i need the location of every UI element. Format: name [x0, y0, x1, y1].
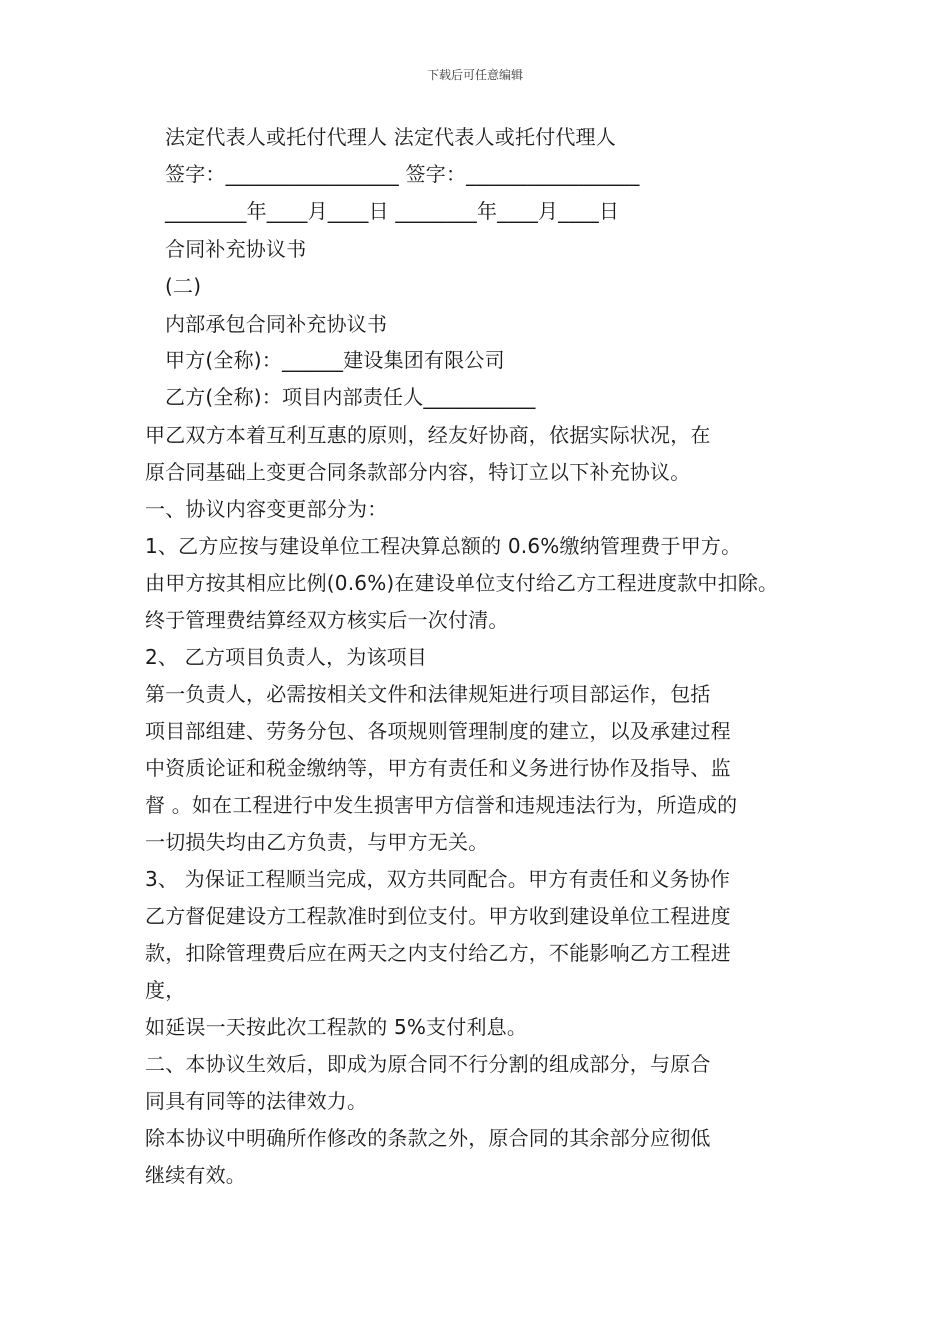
- paragraph-line: 款，扣除管理费后应在两天之内支付给乙方，不能影响乙方工程进: [145, 941, 731, 965]
- paragraph-line: 中资质论证和税金缴纳等，甲方有责任和义务进行协作及指导、监: [145, 756, 731, 780]
- paragraph-line: 乙方督促建设方工程款准时到位支付。甲方收到建设单位工程进度: [145, 904, 731, 928]
- paragraph-line: 甲乙双方本着互利互惠的原则，经友好协商，依据实际状况，在: [145, 423, 711, 447]
- party-a-line: 甲方(全称)：______建设集团有限公司: [165, 348, 505, 372]
- section-number: (二): [165, 274, 202, 298]
- page-header: 下载后可任意编辑: [426, 68, 523, 82]
- paragraph-line: 1、乙方应按与建设单位工程决算总额的 0.6%缴纳管理费于甲方。: [145, 534, 742, 558]
- date-line: ________年____月____日 ________年____月____日: [165, 199, 620, 223]
- paragraph-line: 继续有效。: [145, 1163, 246, 1187]
- signature-representative-line: 法定代表人或托付代理人 法定代表人或托付代理人: [165, 125, 616, 149]
- party-b-line: 乙方(全称)：项目内部责任人___________: [165, 385, 536, 409]
- paragraph-line: 同具有同等的法律效力。: [145, 1089, 368, 1113]
- paragraph-line: 终于管理费结算经双方核实后一次付清。: [145, 608, 509, 632]
- paragraph-line: 3、 为保证工程顺当完成，双方共同配合。甲方有责任和义务协作: [145, 867, 731, 891]
- clause-heading: 一、协议内容变更部分为：: [145, 497, 388, 521]
- paragraph-line: 第一负责人，必需按相关文件和法律规矩进行项目部运作，包括: [145, 682, 711, 706]
- paragraph-line: 2、 乙方项目负责人，为该项目: [145, 645, 428, 669]
- section-title: 合同补充协议书: [165, 237, 307, 261]
- document-title: 内部承包合同补充协议书: [165, 312, 388, 336]
- paragraph-line: 如延误一天按此次工程款的 5%支付利息。: [145, 1015, 528, 1039]
- signature-line: 签字：_________________ 签字：_________________: [165, 162, 640, 186]
- paragraph-line: 除本协议中明确所作修改的条款之外，原合同的其余部分应彻低: [145, 1126, 711, 1150]
- paragraph-line: 度，: [145, 978, 186, 1002]
- paragraph-line: 项目部组建、劳务分包、各项规则管理制度的建立，以及承建过程: [145, 719, 731, 743]
- paragraph-line: 督 。如在工程进行中发生损害甲方信誉和违规违法行为，所造成的: [145, 793, 738, 817]
- paragraph-line: 由甲方按其相应比例(0.6%)在建设单位支付给乙方工程进度款中扣除。: [145, 571, 779, 595]
- paragraph-line: 一切损失均由乙方负责，与甲方无关。: [145, 830, 489, 854]
- paragraph-line: 二、本协议生效后，即成为原合同不行分割的组成部分，与原合: [145, 1052, 711, 1076]
- paragraph-line: 原合同基础上变更合同条款部分内容，特订立以下补充协议。: [145, 460, 691, 484]
